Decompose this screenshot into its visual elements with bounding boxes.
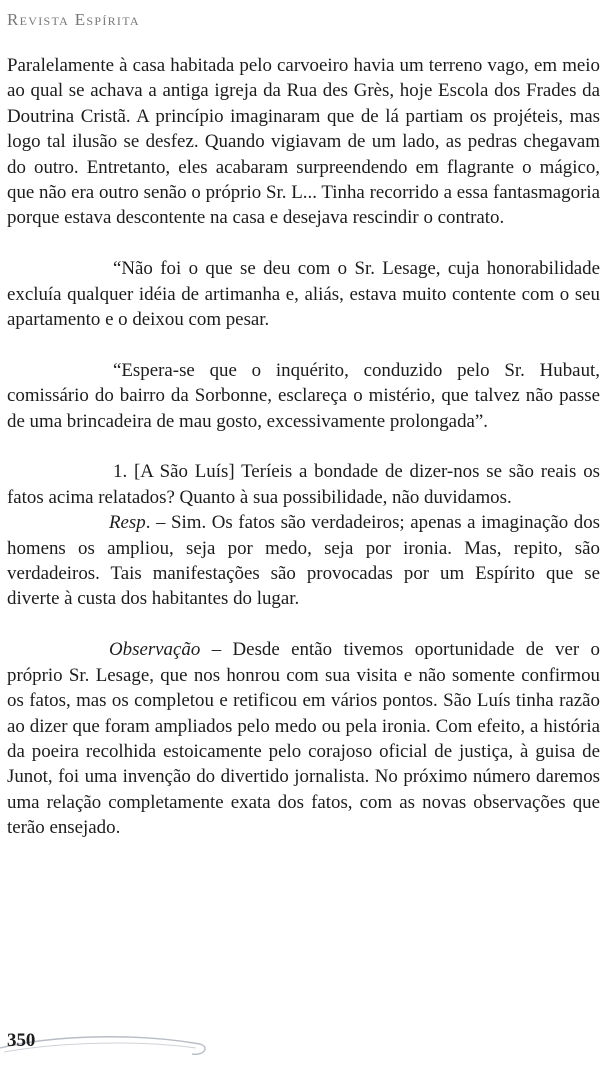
observation-paragraph [7, 637, 600, 840]
observation-text: – Desde então tivemos oportunidade de ver o próprio Sr. Lesage, que nos honrou com sua visita e não somente confirmou os fatos, mas os completou e retificou em vários pontos. São Luís tinha razão ao dizer que foram ampliados pelo medo ou pela ironia. Com efeito, a história da poeira recolhida estoicamente pelo corajoso oficial de justiça, à guisa de Junot, foi uma invenção do divertido jornalista. No próximo número daremos uma relação completamente exata dos fatos, com as novas observações que terão ensejado. [7, 639, 600, 839]
question-paragraph: 1. [A São Luís] Teríeis a bondade de dizer-nos se são reais os fatos acima relatados? Quanto à sua possibilidade, não duvidamos. [7, 461, 600, 508]
paragraph-carvoeiro: Paralelamente à casa habitada pelo carvoeiro havia um terreno vago, em meio ao qual se achava a antiga igreja da Rua des Grès, hoje Escola dos Frades da Doutrina Cristã. A princípio imaginaram que de lá partiam os projéteis, mas logo tal ilusão se desfez. Quando vigiavam de um lado, as pedras chegavam do outro. Entretanto, eles acabaram surpreendendo em flagrante o mágico, que não era outro senão o próprio Sr. L... Tinha recorrido a essa fantasmagoria porque estava descontente na casa e desejava rescindir o contrato. [7, 55, 600, 229]
observation-label: Observação [109, 639, 201, 661]
page-number: 350 [7, 1030, 36, 1051]
running-header: Revista Espírita [7, 10, 140, 29]
page-body [7, 53, 600, 841]
answer-paragraph [7, 510, 600, 612]
answer-text: . – Sim. Os fatos são verdadeiros; apenas a imaginação dos homens os ampliou, seja por medo, seja por ironia. Mas, repito, são verdadeiros. Tais manifestações são provocadas por um Espírito que se diverte à custa dos habitantes do lugar. [7, 512, 600, 610]
paragraph-lesage-quote: “Não foi o que se deu com o Sr. Lesage, cuja honorabilidade excluía qualquer idéia de artimanha e, aliás, estava muito contente com o seu apartamento e o deixou com pesar. [7, 258, 600, 331]
answer-label: Resp [109, 512, 146, 534]
paragraph-inquiry-quote: “Espera-se que o inquérito, conduzido pelo Sr. Hubaut, comissário do bairro da Sorbonne, esclareça o mistério, que talvez não passe de uma brincadeira de mau gosto, excessivamente prolongada”. [7, 359, 600, 432]
